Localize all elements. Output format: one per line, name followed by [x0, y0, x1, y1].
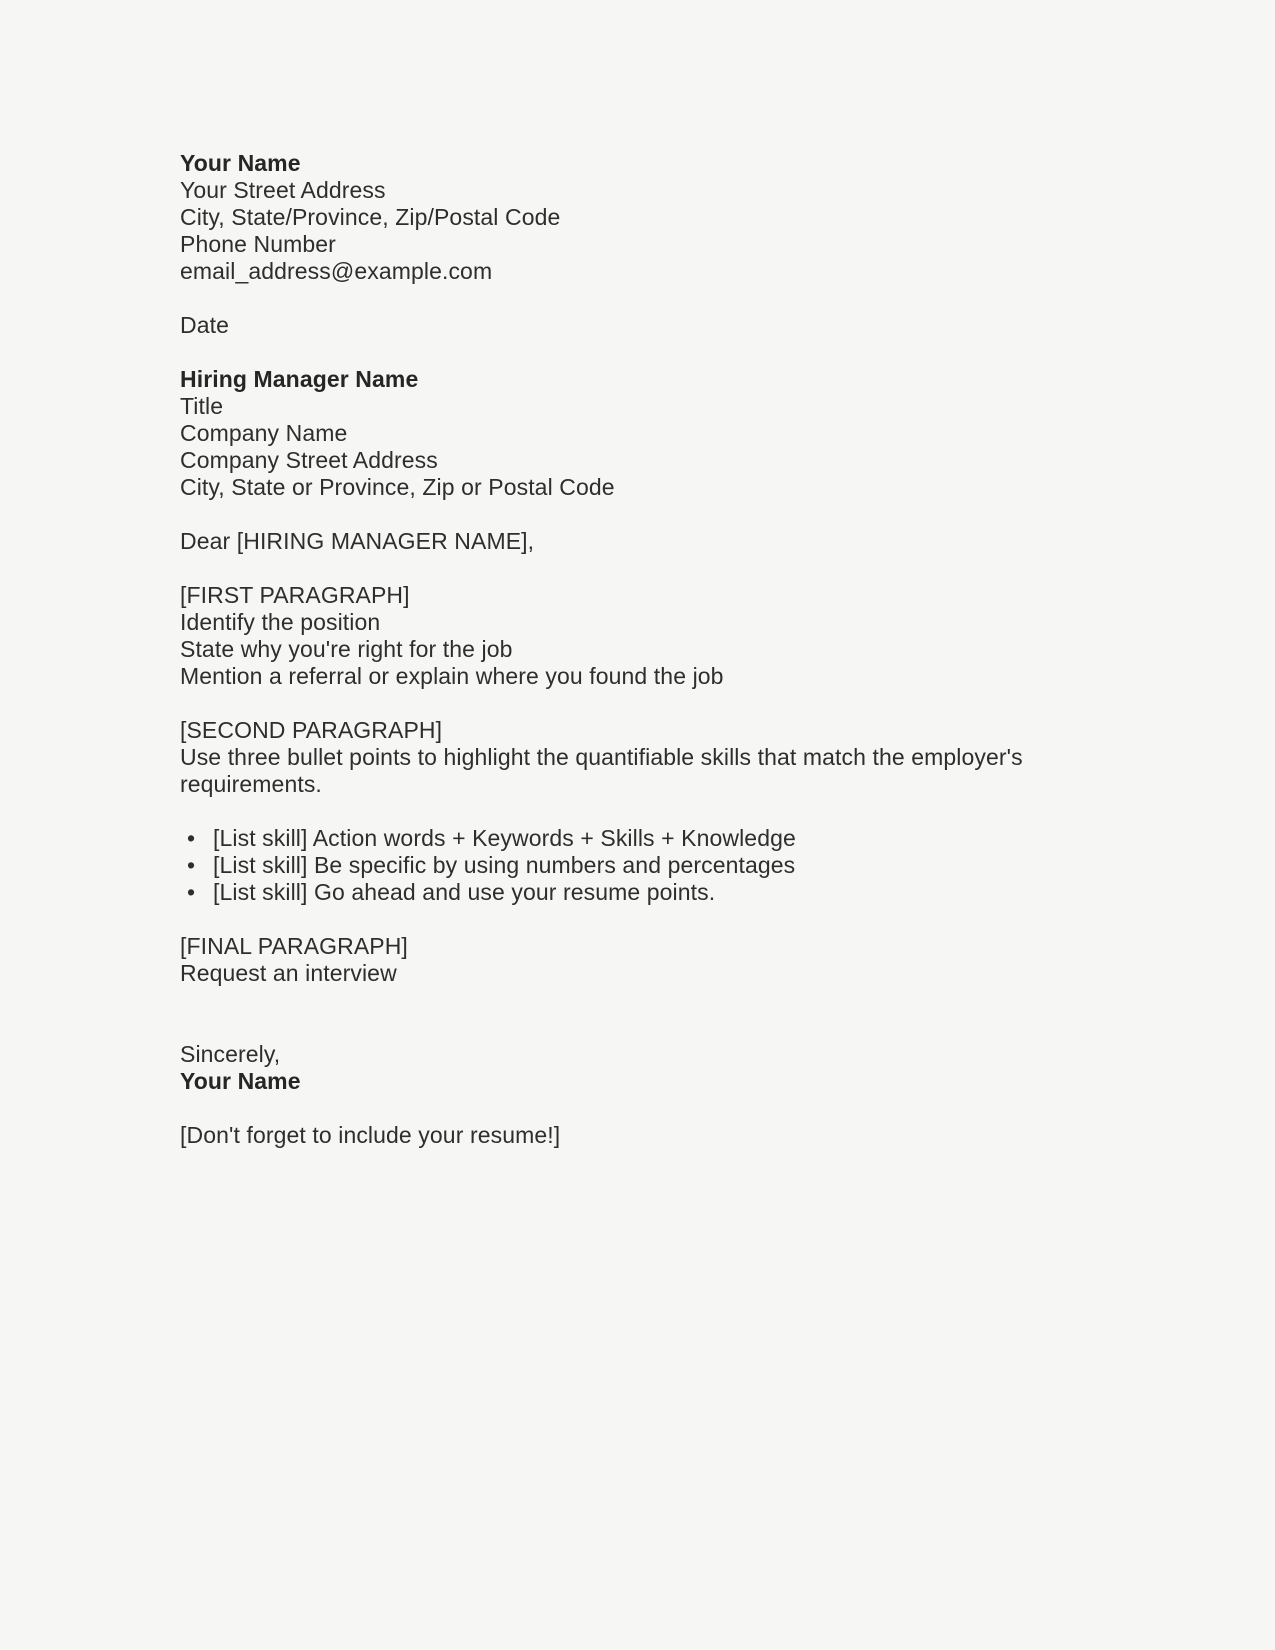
skill-bullet-item: • [List skill] Go ahead and use your resume points.	[180, 879, 1110, 906]
blank-line	[180, 501, 1110, 528]
skill-bullet-item: • [List skill] Action words + Keywords + Skills + Knowledge	[180, 825, 1110, 852]
blank-line	[180, 1095, 1110, 1122]
blank-line	[180, 285, 1110, 312]
skill-bullet-item: • [List skill] Be specific by using numbers and percentages	[180, 852, 1110, 879]
blank-line	[180, 339, 1110, 366]
first-paragraph-line: Mention a referral or explain where you found the job	[180, 663, 724, 689]
recipient-name: Hiring Manager Name	[180, 366, 419, 392]
blank-line	[180, 798, 1110, 825]
letter-content	[180, 150, 1110, 1149]
sender-street: Your Street Address	[180, 177, 386, 203]
recipient-street: Company Street Address	[180, 447, 438, 473]
second-paragraph-line: Use three bullet points to highlight the quantifiable skills that match the employer's	[180, 744, 1023, 770]
valediction: Sincerely,	[180, 1041, 281, 1067]
blank-line	[180, 987, 1110, 1014]
recipient-title: Title	[180, 393, 224, 419]
salutation: Dear [HIRING MANAGER NAME],	[180, 528, 535, 554]
blank-line	[180, 555, 1110, 582]
first-paragraph-heading: [FIRST PARAGRAPH]	[180, 582, 410, 608]
second-paragraph-heading: [SECOND PARAGRAPH]	[180, 717, 443, 743]
blank-line	[180, 1014, 1110, 1041]
first-paragraph-line: Identify the position	[180, 609, 381, 635]
recipient-company: Company Name	[180, 420, 348, 446]
date-placeholder: Date	[180, 312, 229, 338]
first-paragraph-line: State why you're right for the job	[180, 636, 513, 662]
second-paragraph-line: requirements.	[180, 771, 322, 797]
sender-email: email_address@example.com	[180, 258, 493, 284]
final-paragraph-line: Request an interview	[180, 960, 397, 986]
postscript-note: [Don't forget to include your resume!]	[180, 1122, 561, 1148]
final-paragraph-heading: [FINAL PARAGRAPH]	[180, 933, 408, 959]
sender-city-line: City, State/Province, Zip/Postal Code	[180, 204, 561, 230]
blank-line	[180, 906, 1110, 933]
recipient-city-line: City, State or Province, Zip or Postal Code	[180, 474, 615, 500]
sender-phone: Phone Number	[180, 231, 336, 257]
signature-name: Your Name	[180, 1068, 301, 1094]
sender-name: Your Name	[180, 150, 301, 176]
blank-line	[180, 690, 1110, 717]
